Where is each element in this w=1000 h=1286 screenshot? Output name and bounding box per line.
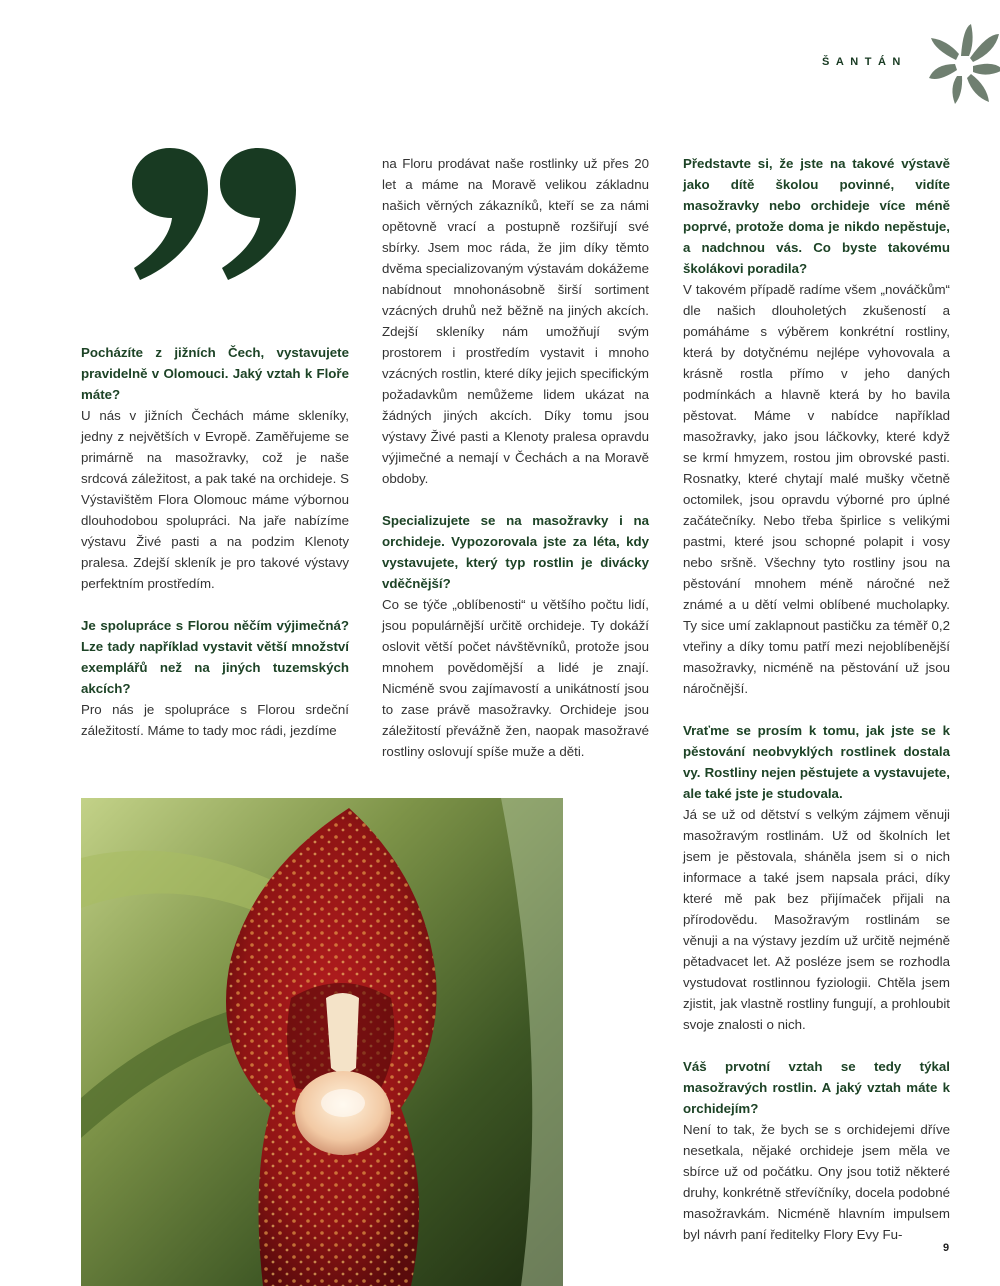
article-column-2 (382, 153, 649, 762)
interview-question: Pocházíte z jižních Čech, vystavujete pravidelně v Olomouci. Jaký vztah k Floře máte? (81, 345, 349, 402)
article-column-1 (81, 342, 349, 741)
interview-answer: Co se týče „oblíbenosti“ u většího počtu lidí, jsou populárnější určitě orchideje. Ty dokáží oslovit větší počet návštěvníků, protože jsou mnohem povědomější a lidé je znají. Nicméně svou zajímavostí a unikátností jsou to zase právě masožravky. Orchideje jsou záležitostí převážně žen, naopak masožravé rostliny oslovují spíše muže a děti. (382, 597, 649, 759)
orchid-photo (81, 798, 563, 1286)
interview-answer: U nás v jižních Čechách máme skleníky, jedny z největších v Evropě. Zaměřujeme se primárně na masožravky, což je naše srdcová záležitost, a pak také na orchideje. S Výstavištěm Flora Olomouc máme výbornou dlouhodobou spolupráci. Na jaře nabízíme výstavu Živé pasti a na podzim Klenoty pralesa. Zdejší skleník je pro takové výstavy perfektním prostředím. (81, 408, 349, 591)
page-number: 9 (943, 1242, 950, 1254)
interview-answer: Není to tak, že bych se s orchidejemi dříve nesetkala, nějaké orchideje jsem měla ve sbírce už od počátku. Ony jsou totiž některé druhy, konkrétně střevíčníky, docela podobné masožravkám. Nicméně hlavním impulsem byl návrh paní ředitelky Flory Evy Fu- (683, 1122, 950, 1242)
sunburst-logo-icon (928, 22, 1000, 106)
interview-answer: Já se už od dětství s velkým zájmem věnuji masožravým rostlinám. Už od školních let jsem je pěstovala, sháněla jsem si o nich informace a také jsem napsala práci, díky které mě pak bez přijímaček přijali na přírodovědu. Masožravým rostlinám se věnuji a na výstavy jezdím už určitě nejméně pětadvacet let. Až posléze jsem se rozhodla vystudovat rostlinnou fyziologii. Chtěla jsem zjistit, jak vlastně rostliny fungují, a prohloubit svoje znalosti o nich. (683, 807, 950, 1032)
brand-name: ŠANTÁN (822, 56, 907, 68)
interview-question: Představte si, že jste na takové výstavě jako dítě školou povinné, vidíte masožravky nebo orchideje více méně poprvé, protože doma je nikdo nepěstuje, a nadchnou vás. Co byste takovému školákovi poradila? (683, 156, 950, 276)
interview-answer: na Floru prodávat naše rostlinky už přes 20 let a máme na Moravě velikou základnu našich věrných zákazníků, kteří se za námi opětovně vrací a postupně rozšiřují své sbírky. Jsem moc ráda, že jim díky těmto dvěma specializovaným výstavám dokážeme nabídnout mnohonásobně širší sortiment vzácných druhů než běžně na jiných akcích. Zdejší skleníky nám umožňují svým prostorem i prostředím vystavit i mnoho vzácných rostlin, které díky jejich specifickým požadavkům nemůžeme lidem ukázat na žádných jiných akcích. Díky tomu jsou výstavy Živé pasti a Klenoty pralesa opravdu výjimečné a nemají v Čechách a na Moravě obdoby. (382, 156, 649, 486)
interview-answer: Pro nás je spolupráce s Florou srdeční záležitostí. Máme to tady moc rádi, jezdíme (81, 702, 349, 738)
interview-question: Specializujete se na masožravky i na orchideje. Vypozorovala jste za léta, kdy vystavujete, který typ rostlin je divácky vděčnější? (382, 513, 649, 591)
interview-question: Vraťme se prosím k tomu, jak jste se k pěstování neobvyklých rostlinek dostala vy. Rostliny nejen pěstujete a vystavujete, ale také jste je studovala. (683, 723, 950, 801)
interview-question: Je spolupráce s Florou něčím výjimečná? Lze tady například vystavit větší množství exemplářů než na jiných tuzemských akcích? (81, 618, 349, 696)
interview-question: Váš prvotní vztah se tedy týkal masožravých rostlin. A jaký vztah máte k orchidejím? (683, 1059, 950, 1116)
interview-answer: V takovém případě radíme všem „nováčkům“ dle našich dlouholetých zkušeností a pomáháme s výběrem konkrétní rostliny, která by dotyčnému nejlépe vyhovovala a krásně rostla přímo v jeho daných podmínkách a hlavně která by ho bavila pěstovat. Máme v nabídce například masožravky, jako jsou láčkovky, které když se krmí hmyzem, rostou jim obrovské pasti. Rosnatky, které chytají malé mušky včetně octomilek, jsou opravdu výborné pro úplné začátečníky. Nebo třeba špirlice s velikými pastmi, které jsou schopné polapit i vosy nebo sršně. Všechny tyto rostliny jsou na pěstování mnohem méně náročné než známé a u dětí velmi oblíbené mucholapky. Ty sice umí zaklapnout pastičku za téměř 0,2 vteřiny a díky tomu patří mezi nejoblíbenější masožravky, nicméně na pěstování už jsou náročnější. (683, 282, 950, 696)
article-column-3 (683, 153, 950, 1245)
closing-quote-icon (130, 148, 300, 280)
